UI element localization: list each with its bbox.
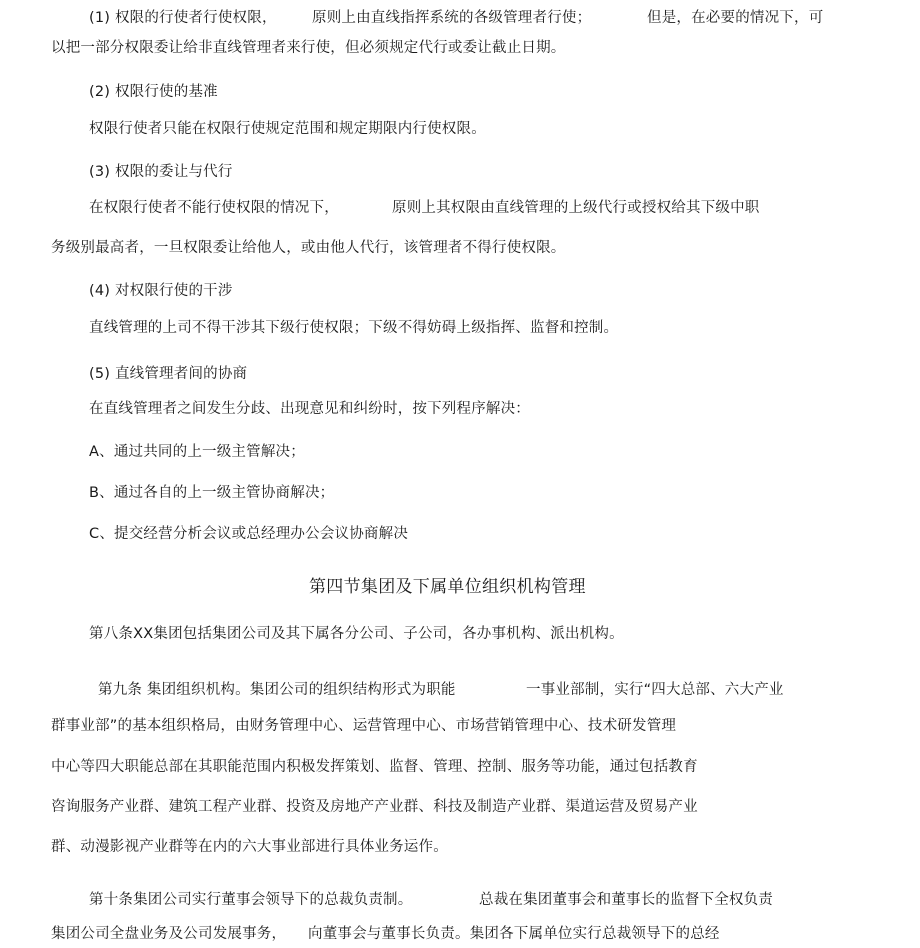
para-4: 直线管理的上司不得干涉其下级行使权限；下级不得妨碍上级指挥、监督和控制。 bbox=[89, 320, 619, 336]
article-9-line-1a: 第九条 集团组织机构。集团公司的组织结构形式为职能 bbox=[98, 682, 456, 698]
article-9-line-2: 群事业部”的基本组织格局，由财务管理中心、运营管理中心、市场营销管理中心、技术研发管理 bbox=[51, 718, 677, 734]
section-title: 第四节集团及下属单位组织机构管理 bbox=[309, 577, 586, 597]
article-10-line-1b: 总裁在集团董事会和董事长的监督下全权负责 bbox=[479, 892, 773, 908]
para-5: 在直线管理者之间发生分歧、出现意见和纠纷时，按下列程序解决： bbox=[89, 401, 530, 417]
para-1-line-1a: (1) 权限的行使者行使权限， bbox=[89, 10, 277, 26]
para-1-line-1c: 但是，在必要的情况下，可 bbox=[647, 10, 824, 26]
article-10-line-2a: 集团公司全盘业务及公司发展事务， bbox=[51, 926, 287, 942]
article-10-line-2b: 向董事会与董事长负责。集团各下属单位实行总裁领导下的总经 bbox=[308, 926, 720, 942]
article-9-line-1b: 一事业部制，实行“四大总部、六大产业 bbox=[526, 682, 784, 698]
article-9-line-4: 咨询服务产业群、建筑工程产业群、投资及房地产产业群、科技及制造产业群、渠道运营及贸易产业 bbox=[51, 799, 698, 815]
list-item-a: A、通过共同的上一级主管解决； bbox=[89, 444, 305, 460]
list-item-b: B、通过各自的上一级主管协商解决； bbox=[89, 485, 335, 501]
para-1-line-1b: 原则上由直线指挥系统的各级管理者行使； bbox=[312, 10, 592, 26]
article-9-line-5: 群、动漫影视产业群等在内的六大事业部进行具体业务运作。 bbox=[51, 839, 448, 855]
article-8: 第八条XX集团包括集团公司及其下属各分公司、子公司，各办事机构、派出机构。 bbox=[89, 626, 624, 642]
para-2: 权限行使者只能在权限行使规定范围和规定期限内行使权限。 bbox=[89, 121, 486, 137]
article-10-line-1a: 第十条集团公司实行董事会领导下的总裁负责制。 bbox=[89, 892, 413, 908]
list-item-c: C、提交经营分析会议或总经理办公会议协商解决 bbox=[89, 526, 409, 542]
heading-5: (5) 直线管理者间的协商 bbox=[89, 366, 248, 382]
para-3-line-2: 务级别最高者，一旦权限委让给他人，或由他人代行，该管理者不得行使权限。 bbox=[51, 240, 566, 256]
para-3-line-1a: 在权限行使者不能行使权限的情况下， bbox=[89, 200, 339, 216]
para-3-line-1b: 原则上其权限由直线管理的上级代行或授权给其下级中职 bbox=[392, 200, 760, 216]
article-9-line-3: 中心等四大职能总部在其职能范围内积极发挥策划、监督、管理、控制、服务等功能，通过包括教育 bbox=[51, 759, 698, 775]
heading-3: (3) 权限的委让与代行 bbox=[89, 164, 233, 180]
heading-4: (4) 对权限行使的干涉 bbox=[89, 283, 233, 299]
heading-2: (2) 权限行使的基准 bbox=[89, 84, 218, 100]
para-1-line-2: 以把一部分权限委让给非直线管理者来行使，但必须规定代行或委让截止日期。 bbox=[51, 40, 566, 56]
